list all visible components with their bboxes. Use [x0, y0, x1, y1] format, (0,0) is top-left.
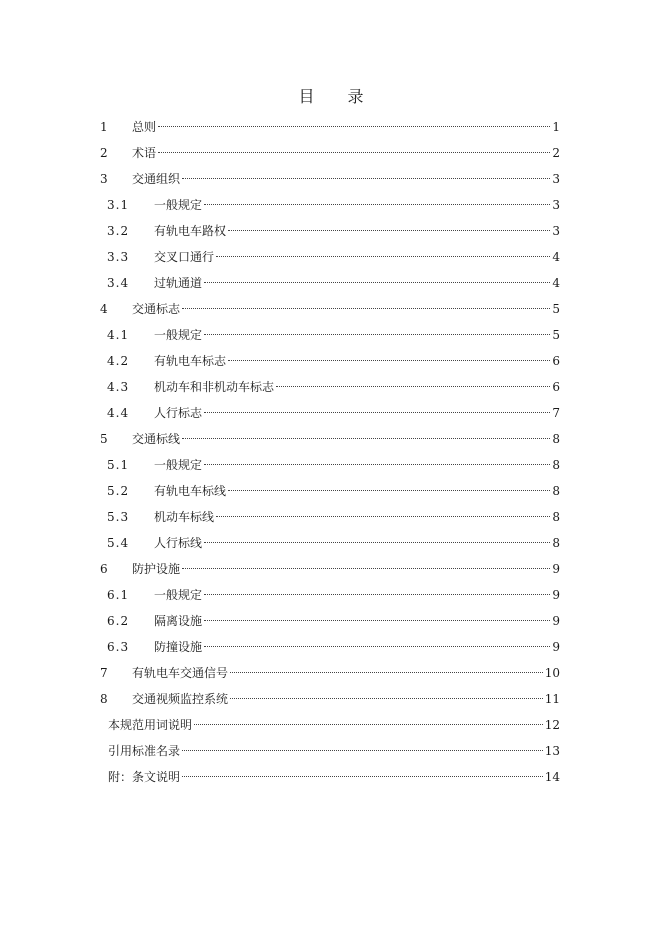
toc-entry-page-number: 6 [552, 354, 560, 368]
dot-leader [182, 178, 550, 179]
toc-entry-page-number: 4 [552, 250, 560, 264]
dot-leader [182, 776, 543, 777]
toc-entry-label: 交通标线 [132, 432, 181, 446]
toc-entry-number: 6.3 [107, 640, 130, 654]
toc-entry-line [154, 374, 560, 400]
toc-entry-page-number: 8 [552, 484, 560, 498]
toc-entry-label: 交通组织 [132, 172, 181, 186]
dot-leader [158, 126, 550, 127]
toc-entry-label: 交通视频监控系统 [132, 692, 229, 706]
toc-entry-label: 人行标志 [154, 406, 203, 420]
toc-entry-page-number: 5 [552, 302, 560, 316]
toc-entry-page-number: 13 [544, 744, 560, 758]
toc-entry-number: 4.2 [107, 354, 130, 368]
toc-entry[interactable] [0, 166, 662, 192]
toc-entry-label: 人行标线 [154, 536, 203, 550]
toc-entry[interactable] [0, 738, 662, 764]
toc-entry-label: 本规范用词说明 [108, 718, 193, 732]
toc-entry[interactable] [0, 712, 662, 738]
toc-entry-line [132, 114, 560, 140]
toc-entry-page-number: 5 [552, 328, 560, 342]
toc-entry[interactable] [0, 608, 662, 634]
toc-entry-label: 有轨电车标线 [154, 484, 227, 498]
toc-entry-line [154, 400, 560, 426]
toc-entry[interactable] [0, 244, 662, 270]
toc-entry-label: 防撞设施 [154, 640, 203, 654]
dot-leader [194, 724, 543, 725]
toc-entry[interactable] [0, 660, 662, 686]
toc-entry-page-number: 9 [552, 640, 560, 654]
dot-leader [228, 230, 550, 231]
toc-entry-label: 总则 [132, 120, 157, 134]
toc-entry-page-number: 12 [544, 718, 560, 732]
toc-entry-page-number: 3 [552, 198, 560, 212]
toc-entry-number: 4.4 [107, 406, 130, 420]
toc-entry-page-number: 8 [552, 510, 560, 524]
toc-entry-label: 过轨通道 [154, 276, 203, 290]
toc-entry-label: 一般规定 [154, 328, 203, 342]
toc-entry-number: 6 [100, 562, 108, 576]
dot-leader [204, 412, 550, 413]
dot-leader [228, 360, 550, 361]
toc-entry-label: 术语 [132, 146, 157, 160]
toc-entry[interactable] [0, 452, 662, 478]
dot-leader [216, 256, 550, 257]
toc-entry-line [132, 296, 560, 322]
toc-entry[interactable] [0, 192, 662, 218]
toc-entry-number: 8 [100, 692, 108, 706]
toc-entry-number: 2 [100, 146, 108, 160]
toc-entry-page-number: 1 [552, 120, 560, 134]
toc-entry-page-number: 7 [552, 406, 560, 420]
dot-leader [204, 646, 550, 647]
dot-leader [182, 568, 550, 569]
toc-entry-line [154, 218, 560, 244]
toc-entry-number: 4.1 [107, 328, 130, 342]
toc-entry-line [108, 712, 560, 738]
toc-entry[interactable] [0, 764, 662, 790]
toc-title: 目 录 [298, 87, 378, 106]
toc-entry-number: 4 [100, 302, 108, 316]
toc-entry-number: 7 [100, 666, 108, 680]
toc-entry-label: 有轨电车交通信号 [132, 666, 229, 680]
toc-entry-line [108, 738, 560, 764]
toc-entry-label: 交叉口通行 [154, 250, 215, 264]
dot-leader [216, 516, 550, 517]
dot-leader [204, 204, 550, 205]
toc-entry-page-number: 8 [552, 536, 560, 550]
toc-entry-page-number: 3 [552, 172, 560, 186]
toc-entry-number: 5.3 [107, 510, 130, 524]
toc-entry[interactable] [0, 322, 662, 348]
toc-entry-page-number: 11 [544, 692, 560, 706]
toc-entry-number: 5.4 [107, 536, 130, 550]
dot-leader [276, 386, 550, 387]
dot-leader [182, 750, 543, 751]
toc-entry-label: 一般规定 [154, 198, 203, 212]
toc-entry-number: 5.2 [107, 484, 130, 498]
toc-entry-line [154, 348, 560, 374]
toc-entry[interactable] [0, 114, 662, 140]
toc-entry-page-number: 8 [552, 458, 560, 472]
toc-entry-label: 引用标准名录 [108, 744, 181, 758]
toc-entry-number: 4.3 [107, 380, 130, 394]
toc-entry-number: 3 [100, 172, 108, 186]
dot-leader [158, 152, 550, 153]
toc-entry-page-number: 9 [552, 588, 560, 602]
toc-entry-number: 1 [100, 120, 108, 134]
toc-entry-page-number: 2 [552, 146, 560, 160]
toc-entry-line [132, 426, 560, 452]
toc-entry-page-number: 9 [552, 562, 560, 576]
dot-leader [204, 464, 550, 465]
dot-leader [230, 698, 543, 699]
toc-entry-number: 3.1 [107, 198, 130, 212]
dot-leader [204, 620, 550, 621]
dot-leader [204, 282, 550, 283]
dot-leader [182, 438, 550, 439]
toc-entry-page-number: 10 [544, 666, 560, 680]
toc-entry-label: 有轨电车标志 [154, 354, 227, 368]
toc-entry-label: 一般规定 [154, 588, 203, 602]
toc-entry-number: 6.2 [107, 614, 130, 628]
dot-leader [204, 542, 550, 543]
toc-entry-number: 3.2 [107, 224, 130, 238]
toc-entry-label: 一般规定 [154, 458, 203, 472]
toc-entry-line [154, 634, 560, 660]
toc-entry-number: 3.4 [107, 276, 130, 290]
toc-entry-line [132, 166, 560, 192]
dot-leader [182, 308, 550, 309]
toc-entry-line [132, 140, 560, 166]
toc-entry-page-number: 4 [552, 276, 560, 290]
toc-entry-line [132, 556, 560, 582]
toc-entry-label: 防护设施 [132, 562, 181, 576]
toc-entry-line [132, 686, 560, 712]
toc-entry-label: 附：条文说明 [108, 770, 181, 784]
toc-entry-page-number: 6 [552, 380, 560, 394]
toc-entry[interactable] [0, 270, 662, 296]
toc-entry-line [154, 452, 560, 478]
toc-entry-number: 3.3 [107, 250, 130, 264]
toc-entry-line [154, 530, 560, 556]
toc-entry[interactable] [0, 504, 662, 530]
toc-entry[interactable] [0, 478, 662, 504]
toc-entry-line [154, 582, 560, 608]
toc-entry-number: 5 [100, 432, 108, 446]
dot-leader [204, 594, 550, 595]
toc-entry-label: 有轨电车路权 [154, 224, 227, 238]
table-of-contents [0, 114, 662, 790]
toc-entry-number: 5.1 [107, 458, 130, 472]
toc-entry[interactable] [0, 140, 662, 166]
dot-leader [204, 334, 550, 335]
toc-entry-number: 6.1 [107, 588, 130, 602]
toc-entry-line [132, 660, 560, 686]
toc-entry[interactable] [0, 348, 662, 374]
toc-entry-page-number: 8 [552, 432, 560, 446]
toc-entry[interactable] [0, 426, 662, 452]
toc-entry[interactable] [0, 296, 662, 322]
toc-entry-page-number: 9 [552, 614, 560, 628]
dot-leader [228, 490, 550, 491]
dot-leader [230, 672, 543, 673]
toc-entry-line [154, 322, 560, 348]
toc-entry[interactable] [0, 686, 662, 712]
toc-entry-page-number: 14 [544, 770, 560, 784]
toc-entry-line [154, 270, 560, 296]
toc-entry[interactable] [0, 374, 662, 400]
toc-entry-line [108, 764, 560, 790]
toc-entry[interactable] [0, 582, 662, 608]
toc-entry[interactable] [0, 634, 662, 660]
toc-entry[interactable] [0, 530, 662, 556]
toc-entry-label: 隔离设施 [154, 614, 203, 628]
toc-entry-line [154, 478, 560, 504]
toc-entry-label: 交通标志 [132, 302, 181, 316]
toc-entry-line [154, 244, 560, 270]
toc-entry[interactable] [0, 400, 662, 426]
toc-entry-line [154, 192, 560, 218]
toc-entry-label: 机动车标线 [154, 510, 215, 524]
toc-entry[interactable] [0, 556, 662, 582]
toc-entry-page-number: 3 [552, 224, 560, 238]
toc-entry-line [154, 608, 560, 634]
toc-entry[interactable] [0, 218, 662, 244]
toc-entry-line [154, 504, 560, 530]
toc-entry-label: 机动车和非机动车标志 [154, 380, 275, 394]
